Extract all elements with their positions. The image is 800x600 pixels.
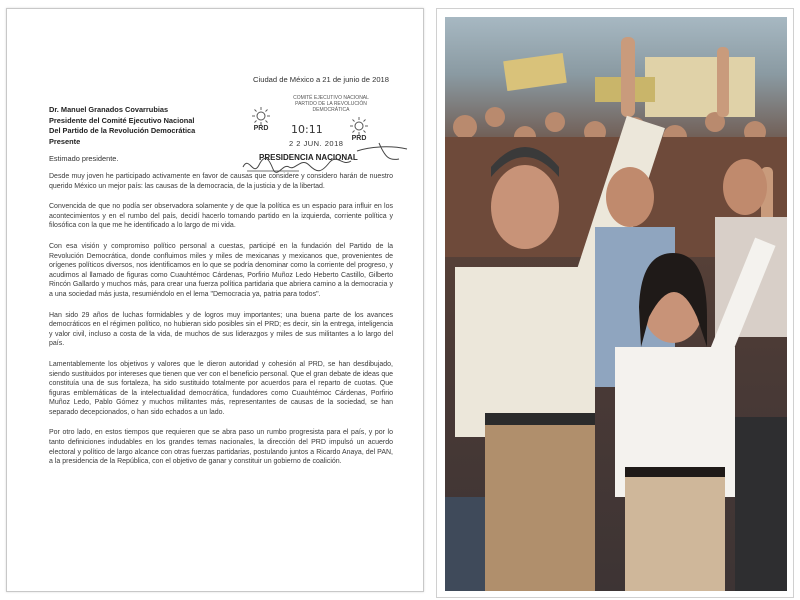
prd-logo-text: PRD [253, 125, 269, 132]
sun-icon [249, 107, 273, 125]
stamp-office: PRESIDENCIA NACIONAL [259, 153, 358, 162]
addressee-title: Presidente del Comité Ejecutivo Nacional [49, 115, 195, 125]
stamp-time: 10:11 [291, 123, 323, 136]
letter-body [49, 172, 393, 478]
paragraph-6: Por otro lado, en estos tiempos que requieren que se abra paso un rumbo progresista para el país, y por lo tanto definiciones indudables en los grandes temas nacionales, la dirección del PRD impulsó un acuerdo electoral y político de largo alcance con otras fuerzas partidarias, postulando juntos a Ricardo Anaya, del PAN, a la presidencia de la República, con el objetivo de ganar y constituir un gobierno de coalición. [49, 429, 393, 466]
prd-logo-text: PRD [351, 135, 367, 142]
sun-icon [347, 117, 371, 135]
paragraph-2: Convencida de que no podía ser observadora solamente y de que la política es un espacio para influir en los acontecimientos y en el rumbo del país, decidí hacerlo tomando partido en la izquierda, corriente política y filosófica con la que me he identificado a lo largo de mi vida. [49, 203, 393, 230]
stamp-header: COMITÉ EJECUTIVO NACIONAL PARTIDO DE LA REVOLUCIÓN DEMOCRÁTICA [293, 95, 369, 113]
paragraph-5: Lamentablemente los objetivos y valores que le dieron autoridad y cohesión al PRD, se han desdibujado, siendo sustituidos por intereses que tienen que ver con el beneficio personal. Que el gran debate de ideas que constituía una de sus fortaleza, ha sido sustituido totalmente por acuerdos para el reparto de cuotas. Que figuras emblemáticas de la intelectualidad democrática, fundadores como Cuauhtémoc Cárdenas, Porfirio Muñoz Ledo, Pablo Gómez y muchos militantes más, representantes de causas de la sociedad, se han separado decepcionados, o han sido echados a un lado. [49, 360, 393, 416]
stamp-date: 2 2 JUN. 2018 [289, 139, 344, 148]
letter-document [6, 8, 424, 592]
paragraph-4: Han sido 29 años de luchas formidables y de logros muy importantes; una buena parte de los avances democráticos en el régimen político, no hubieran sido posibles sin el PRD; es decir, sin la entrega, inteligencia y valor civil, incluso a costa de la vida, de muchos de sus liderazgos y miles de sus militantes a lo largo del país. [49, 311, 393, 348]
paragraph-1: Desde muy joven he participado activamente en favor de causas que considere y considero harán de nuestro querido México un mejor país: las causas de la democracia, de la justicia y de la libertad. [49, 173, 393, 190]
handwritten-signature [239, 137, 419, 187]
addressee-organization: Del Partido de la Revolución Democrática [49, 126, 196, 135]
paragraph-3: Con esa visión y compromiso político personal a cuestas, participé en la fundación del Partido de la Revolución Democrática, donde confluimos miles y miles de mexicanas y mexicanos que, provenientes de orígenes políticos diversos, nos identificamos en lo que se podría denominar como la corriente del progreso, y acudimos al llamado de figuras como Cuauhtémoc Cárdenas, Porfirio Muñoz Ledo Heberto Castillo, Gilberto Rincón Gallardo y muchos más, para crear una fuerza política partidaria que abriera camino a la democracia y a una sociedad más justa, resumiéndolo en el lema "Democracia ya, patria para todos". [49, 242, 393, 298]
addressee-block [49, 105, 195, 147]
addressee-presente: Presente [49, 136, 81, 146]
letter-date: Ciudad de México a 21 de junio de 2018 [253, 75, 389, 84]
photo-frame [436, 8, 794, 598]
addressee-name: Dr. Manuel Granados Covarrubias [49, 105, 169, 114]
prd-logo-left [249, 107, 273, 135]
crowd-photo [445, 17, 787, 591]
crowd-photo-illustration [445, 17, 787, 591]
greeting: Estimado presidente. [49, 154, 119, 163]
